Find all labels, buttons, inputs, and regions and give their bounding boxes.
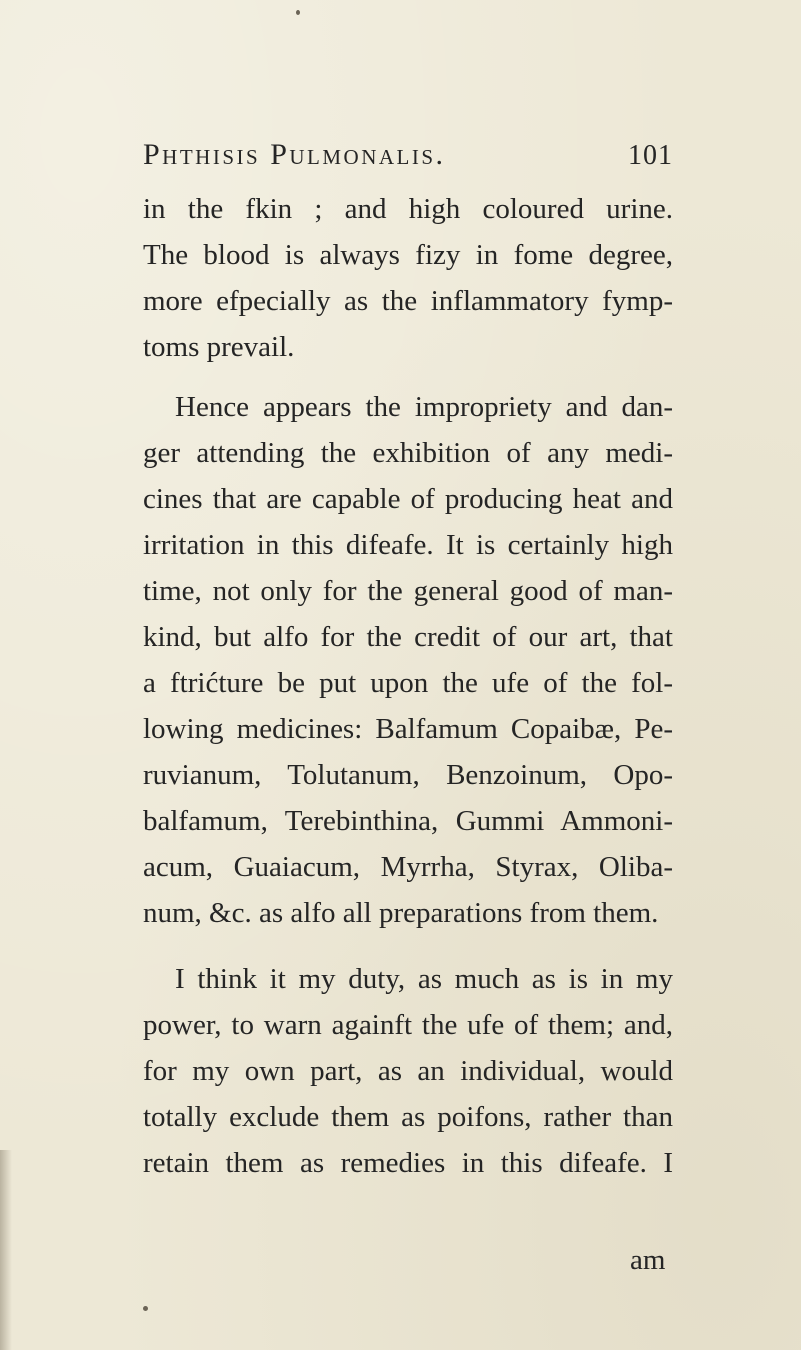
text-line: ger attending the exhibition of any medi-: [143, 437, 673, 469]
page-edge-shadow: [0, 1150, 12, 1350]
text-line: more efpecially as the inflammatory fymp-: [143, 285, 673, 317]
text-line: num, &c. as alfo all preparations from them.: [143, 897, 659, 929]
text-line: toms prevail.: [143, 331, 295, 363]
text-line: a ftrićture be put upon the ufe of the fol-: [143, 667, 673, 699]
text-line: The blood is always fizy in fome degree,: [143, 239, 673, 271]
text-line: I think it my duty, as much as is in my: [175, 963, 673, 995]
text-line: time, not only for the general good of man-: [143, 575, 673, 607]
paragraph-1: [143, 186, 673, 370]
text-line: ruvianum, Tolutanum, Benzoinum, Opo-: [143, 759, 673, 791]
running-title: Phthisis Pulmonalis.: [143, 138, 446, 171]
text-line: kind, but alfo for the credit of our art, that: [143, 621, 673, 653]
text-line: Hence appears the impropriety and dan-: [175, 391, 673, 423]
text-line: power, to warn againft the ufe of them; and,: [143, 1009, 673, 1041]
text-line: in the fkin ; and high coloured urine.: [143, 193, 673, 225]
text-line: irritation in this difeafe. It is certainly high: [143, 529, 673, 561]
page-number: 101: [628, 140, 673, 171]
text-line: for my own part, as an individual, would: [143, 1055, 673, 1087]
text-line: balfamum, Terebinthina, Gummi Ammoni-: [143, 805, 673, 837]
catchword: am: [630, 1244, 666, 1276]
paragraph-2: [143, 384, 673, 936]
ink-speck: [143, 1306, 148, 1311]
text-line: lowing medicines: Balfamum Copaibæ, Pe-: [143, 713, 673, 745]
text-line: acum, Guaiacum, Myrrha, Styrax, Oliba-: [143, 851, 673, 883]
running-head: [143, 138, 673, 178]
ink-speck: [296, 10, 300, 15]
text-line: totally exclude them as poifons, rather than: [143, 1101, 673, 1133]
text-line: cines that are capable of producing heat and: [143, 483, 673, 515]
paragraph-3: [143, 956, 673, 1186]
text-line: retain them as remedies in this difeafe. I: [143, 1147, 673, 1179]
